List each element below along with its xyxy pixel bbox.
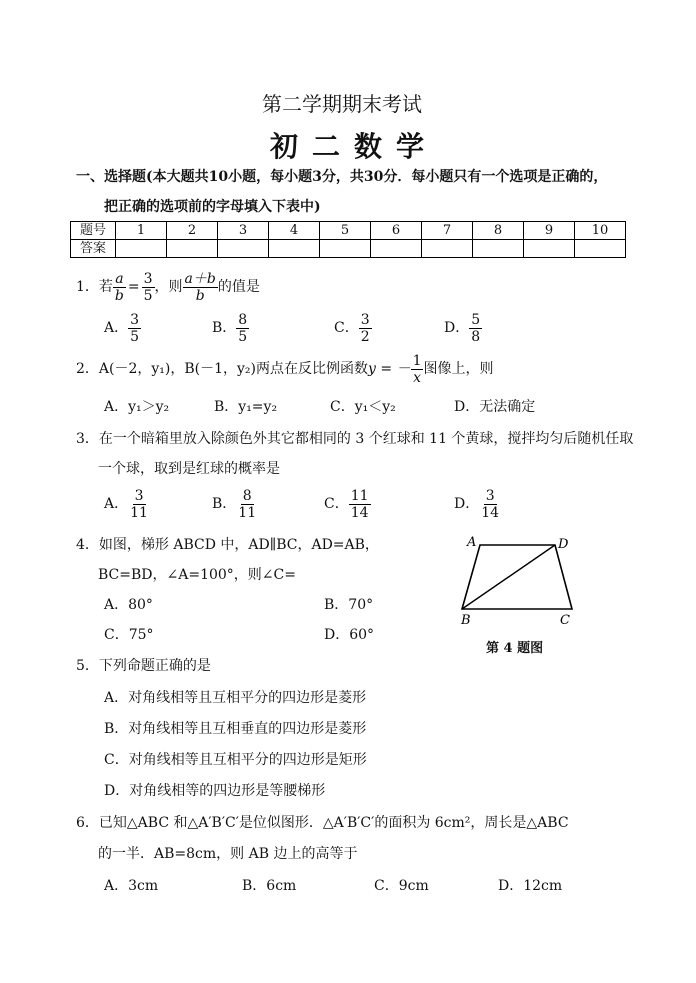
fraction-numerator: 3 bbox=[134, 487, 144, 504]
answer-cell[interactable] bbox=[473, 240, 524, 258]
option-label: D． bbox=[454, 496, 480, 512]
q1-option-b[interactable] bbox=[212, 310, 249, 346]
option-label: A． bbox=[104, 320, 129, 336]
q5-option-a[interactable]: A．对角线相等且互相平分的四边形是菱形 bbox=[104, 690, 367, 706]
q4-option-b[interactable]: B．70° bbox=[324, 597, 374, 613]
section-heading-line2: 把正确的选项前的字母填入下表中) bbox=[104, 199, 321, 215]
q6-stem-line1: 6．已知△ABC 和△A′B′C′是位似图形．△A′B′C′的面积为 6cm²，周长是△ABC bbox=[76, 815, 569, 831]
q3-stem-line1: 3．在一个暗箱里放入除颜色外其它都相同的 3 个红球和 11 个黄球，搅拌均匀后随机任取 bbox=[76, 431, 634, 447]
q4-option-c[interactable]: C．75° bbox=[104, 627, 154, 643]
q6-stem-line2: 的一半．AB=8cm，则 AB 边上的高等于 bbox=[98, 846, 358, 862]
qnum-cell: 4 bbox=[269, 222, 320, 240]
q2-option-b[interactable]: B．y₁=y₂ bbox=[214, 399, 278, 415]
answer-cell[interactable] bbox=[116, 240, 167, 258]
q1-fraction-sum bbox=[183, 271, 218, 304]
qnum-cell: 1 bbox=[116, 222, 167, 240]
answer-cell[interactable] bbox=[167, 240, 218, 258]
fraction-denominator: 8 bbox=[471, 328, 481, 345]
q1-stem bbox=[76, 270, 260, 304]
q1-option-a[interactable] bbox=[104, 310, 141, 346]
qnum-cell: 10 bbox=[575, 222, 626, 240]
section-heading-line1: 一、选择题(本大题共10小题，每小题3分，共30分．每小题只有一个选项是正确的， bbox=[76, 169, 608, 185]
qnum-cell: 2 bbox=[167, 222, 218, 240]
q1-option-c[interactable] bbox=[334, 310, 372, 346]
qnum-cell: 9 bbox=[524, 222, 575, 240]
q1-prefix: 1．若 bbox=[76, 279, 113, 295]
option-fraction bbox=[128, 488, 150, 521]
qnum-cell: 6 bbox=[371, 222, 422, 240]
q3-option-b[interactable] bbox=[212, 486, 258, 522]
q6-option-d[interactable]: D．12cm bbox=[498, 878, 563, 894]
option-label: B． bbox=[212, 320, 237, 336]
q3-option-d[interactable] bbox=[454, 486, 501, 522]
q3-option-a[interactable] bbox=[104, 486, 150, 522]
fraction-numerator: a bbox=[115, 270, 124, 287]
q1-option-d[interactable] bbox=[444, 310, 482, 346]
vertex-label-d: D bbox=[558, 537, 569, 552]
fraction-denominator: b bbox=[114, 287, 124, 304]
fraction-numerator: 3 bbox=[130, 311, 140, 328]
fraction-denominator: x bbox=[413, 369, 421, 386]
q4-option-d[interactable]: D．60° bbox=[324, 627, 375, 643]
subject-title: 初二数学 bbox=[270, 130, 439, 163]
fraction-denominator: 2 bbox=[360, 328, 370, 345]
q6-option-a[interactable]: A．3cm bbox=[104, 878, 159, 894]
q1-fraction-3-over-5 bbox=[142, 271, 155, 304]
fraction-denominator: 11 bbox=[238, 504, 257, 521]
fraction-denominator: 11 bbox=[130, 504, 148, 521]
q2-option-c[interactable]: C．y₁＜y₂ bbox=[330, 399, 396, 415]
q2-stem bbox=[76, 350, 493, 388]
fraction-numerator: 3 bbox=[360, 311, 370, 328]
answer-cell[interactable] bbox=[575, 240, 626, 258]
q4-stem-line1: 4．如图，梯形 ABCD 中，AD∥BC，AD=AB， bbox=[76, 537, 379, 553]
q5-stem: 5．下列命题正确的是 bbox=[76, 658, 211, 674]
q1-equals: = bbox=[127, 279, 140, 295]
qnum-cell: 3 bbox=[218, 222, 269, 240]
q1-then: ，则 bbox=[154, 279, 183, 295]
fraction-numerator: 8 bbox=[242, 487, 252, 504]
option-fraction bbox=[359, 312, 372, 345]
q4-stem-line2: BC=BD，∠A=100°，则∠C= bbox=[98, 567, 296, 583]
option-label: D． bbox=[444, 320, 470, 336]
trapezoid-abcd bbox=[462, 545, 572, 609]
fraction-numerator: 8 bbox=[238, 311, 248, 328]
fraction-numerator: 3 bbox=[143, 270, 153, 287]
q3-option-c[interactable] bbox=[324, 486, 371, 522]
fraction-numerator: a＋b bbox=[184, 270, 216, 287]
q3-stem-line2: 一个球，取到是红球的概率是 bbox=[98, 461, 280, 477]
q2-function-fraction bbox=[411, 353, 424, 386]
qnum-cell: 7 bbox=[422, 222, 473, 240]
fraction-numerator: 5 bbox=[471, 311, 481, 328]
q2-tail: 图像上，则 bbox=[423, 361, 494, 377]
option-fraction bbox=[479, 488, 501, 521]
question-number-row bbox=[71, 222, 626, 240]
q6-option-c[interactable]: C．9cm bbox=[374, 878, 429, 894]
row-label-question: 题号 bbox=[71, 222, 116, 240]
option-label: B． bbox=[212, 496, 237, 512]
answer-cell[interactable] bbox=[422, 240, 473, 258]
option-label: A． bbox=[104, 496, 129, 512]
qnum-cell: 5 bbox=[320, 222, 371, 240]
option-fraction bbox=[236, 488, 258, 521]
q2-option-a[interactable]: A．y₁＞y₂ bbox=[104, 399, 170, 415]
fraction-denominator: 5 bbox=[143, 287, 153, 304]
q6-option-b[interactable]: B．6cm bbox=[242, 878, 297, 894]
option-fraction bbox=[128, 312, 141, 345]
answer-cell[interactable] bbox=[218, 240, 269, 258]
qnum-cell: 8 bbox=[473, 222, 524, 240]
exam-title: 第二学期期末考试 bbox=[262, 92, 422, 116]
fraction-numerator: 1 bbox=[412, 352, 422, 369]
option-label: C． bbox=[334, 320, 359, 336]
answer-cell[interactable] bbox=[269, 240, 320, 258]
answer-row bbox=[71, 240, 626, 258]
option-fraction bbox=[349, 488, 371, 521]
vertex-label-c: C bbox=[560, 613, 570, 628]
fraction-denominator: 14 bbox=[481, 504, 500, 521]
answer-cell[interactable] bbox=[371, 240, 422, 258]
vertex-label-a: A bbox=[467, 535, 477, 550]
q5-option-b[interactable]: B．对角线相等且互相垂直的四边形是菱形 bbox=[104, 721, 367, 737]
row-label-answer: 答案 bbox=[71, 240, 116, 258]
fraction-numerator: 11 bbox=[350, 487, 369, 504]
fraction-denominator: 5 bbox=[238, 328, 248, 345]
q2-function-lhs: y = － bbox=[368, 361, 411, 377]
vertex-label-b: B bbox=[461, 613, 471, 628]
q2-text: 2．A(－2，y₁)，B(－1，y₂)两点在反比例函数 bbox=[76, 361, 369, 377]
fraction-denominator: b bbox=[195, 287, 205, 304]
q5-option-d[interactable]: D．对角线相等的四边形是等腰梯形 bbox=[104, 783, 326, 799]
answer-table bbox=[70, 221, 626, 258]
option-fraction bbox=[469, 312, 482, 345]
fraction-denominator: 5 bbox=[130, 328, 140, 345]
trapezoid-figure bbox=[455, 532, 585, 632]
option-label: C． bbox=[324, 496, 349, 512]
q5-option-c[interactable]: C．对角线相等且互相平分的四边形是矩形 bbox=[104, 752, 367, 768]
answer-cell[interactable] bbox=[524, 240, 575, 258]
q1-fraction-a-over-b bbox=[113, 271, 126, 304]
answer-cell[interactable] bbox=[320, 240, 371, 258]
q1-tail: 的值是 bbox=[217, 279, 260, 295]
option-fraction bbox=[236, 312, 249, 345]
diagonal-bd bbox=[462, 545, 555, 609]
fraction-denominator: 14 bbox=[350, 504, 369, 521]
fraction-numerator: 3 bbox=[485, 487, 495, 504]
q2-option-d[interactable]: D．无法确定 bbox=[454, 399, 536, 415]
q4-option-a[interactable]: A．80° bbox=[104, 597, 153, 613]
figure-caption: 第 4 题图 bbox=[486, 641, 544, 656]
